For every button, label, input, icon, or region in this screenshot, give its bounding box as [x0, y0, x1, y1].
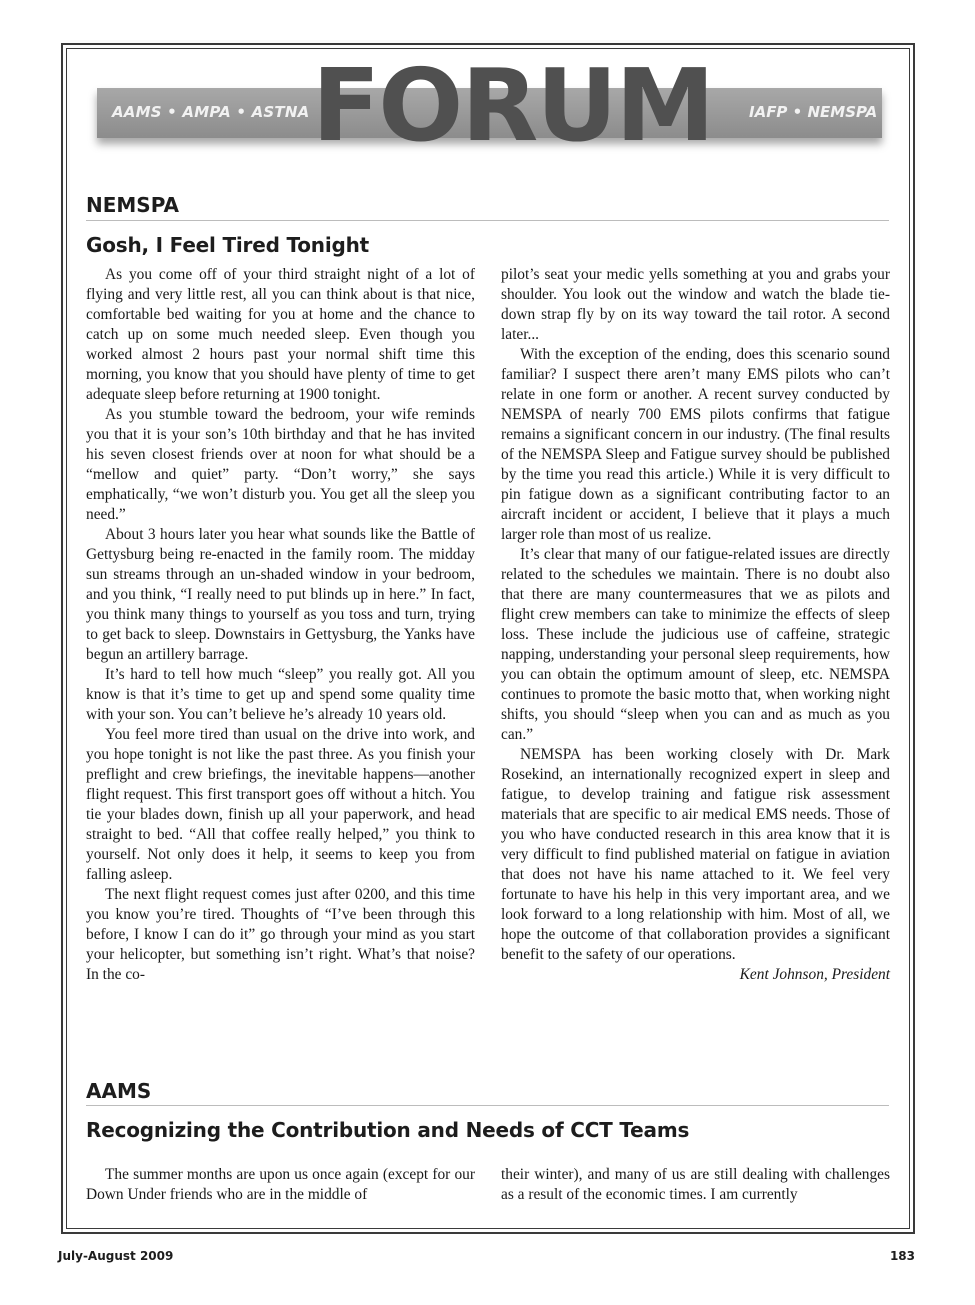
paragraph: It’s clear that many of our fatigue-related issues are directly related to the schedules we maintain. There is no doubt also that there are many countermeasures that we as pilots and flight crew members can take to minimize the effects of sleep loss. These include the judicious use of caffeine, strategic napping, understanding your personal sleep requirements, how you can obtain the optimum amount of sleep, etc. NEMSPA continues to promote the basic motto that, when working night shifts, you should “sleep when you can and as much as you can.” [501, 546, 890, 743]
paragraph: The summer months are upon us once again (except for our Down Under friends who are in the middle of [86, 1166, 475, 1203]
section-rule [86, 220, 889, 221]
footer-issue-date: July-August 2009 [58, 1249, 174, 1263]
article-title: Recognizing the Contribution and Needs of CCT Teams [86, 1118, 690, 1142]
paragraph: The next flight request comes just after 0200, and this time you know you’re tired. Thoughts of “I’ve been through this before, I know I can do it” go through your mind as you start your helicopter, but something isn’t right. What’s that noise? In the co- [86, 886, 475, 983]
author-signature: Kent Johnson, President [739, 966, 890, 983]
section-label-nemspa: NEMSPA [86, 193, 180, 217]
paragraph-continued: pilot’s seat your medic yells something at you and grabs your shoulder. You look out the window and watch the blade tie-down strap fly by on its way toward the tail rotor. A second later... [501, 266, 890, 343]
article-column-left [86, 265, 475, 985]
article-column-right [501, 1165, 890, 1205]
section-label-aams: AAMS [86, 1079, 152, 1103]
paragraph: About 3 hours later you hear what sounds like the Battle of Gettysburg being re-enacted in the family room. The midday sun streams through an un-shaded window in your bedroom, and you think, “I really need to put blinds up in here.” In fact, you think many things to yourself as you toss and turn, trying to get back to sleep. Downstairs in Gettysburg, the Yanks have begun an artillery barrage. [86, 526, 475, 663]
masthead-right-orgs: IAFP • NEMSPA [749, 103, 878, 121]
paragraph: It’s hard to tell how much “sleep” you really got. All you know is that it’s time to get up and spend some quality time with your son. You can’t believe he’s already 10 years old. [86, 666, 475, 723]
masthead-left-orgs: AAMS • AMPA • ASTNA [112, 103, 310, 121]
masthead-title: FORUM [312, 47, 714, 164]
paragraph: NEMSPA has been working closely with Dr. Mark Rosekind, an internationally recognized expert in sleep and fatigue, to develop training and fatigue risk assessment materials that are specific to air medical EMS needs. Those of you who have conducted research in this area know that it is very difficult to find published material on fatigue in aviation that does not have his name attached to it. We feel very fortunate to have his help in this very important area, and we look forward to a long relationship with him. Most of all, we hope the outcome of that collaboration provides a significant benefit to the safety of our operations. [501, 746, 890, 963]
article-column-left [86, 1165, 475, 1205]
section-rule [86, 1105, 889, 1106]
paragraph: As you come off of your third straight night of a lot of flying and very little rest, all you can think about is that nice, comfortable bed waiting for you at home and the chance to catch up on some much needed sleep. Even though you worked almost 2 hours past your normal shift time this morning, you know that you should have plenty of time to get adequate sleep before returning at 1900 tonight. [86, 266, 475, 403]
article-title: Gosh, I Feel Tired Tonight [86, 233, 370, 257]
paragraph: You feel more tired than usual on the drive into work, and you hope tonight is not like the past three. As you finish your preflight and crew briefings, the inevitable happens—another flight request. This first transport goes off without a hitch. You tie your blades down, finish up all your paperwork, and head straight to bed. “All that coffee really helped,” you think to yourself. Not only does it help, it seems to keep you from falling asleep. [86, 726, 475, 883]
paragraph-continued: their winter), and many of us are still dealing with challenges as a result of the economic times. I am currently [501, 1166, 890, 1203]
article-column-right [501, 265, 890, 985]
paragraph: As you stumble toward the bedroom, your wife reminds you that it is your son’s 10th birthday and that he has invited his seven closest friends over at noon for what should be a “mellow and quiet” party. “Don’t worry,” she says emphatically, “we won’t disturb you. You get all the sleep you need.” [86, 406, 475, 523]
paragraph: With the exception of the ending, does this scenario sound familiar? I suspect there aren’t many EMS pilots who can’t relate in one form or another. A recent survey conducted by NEMSPA of nearly 700 EMS pilots confirms that fatigue remains a significant concern in our industry. (The final results of the NEMSPA Sleep and Fatigue survey should be published by the time you read this article.) While it is very difficult to pin fatigue down as a significant contributing factor to an aircraft incident or accident, I believe that it plays a much larger role than most of us realize. [501, 346, 890, 543]
footer-page-number: 183 [889, 1249, 915, 1263]
